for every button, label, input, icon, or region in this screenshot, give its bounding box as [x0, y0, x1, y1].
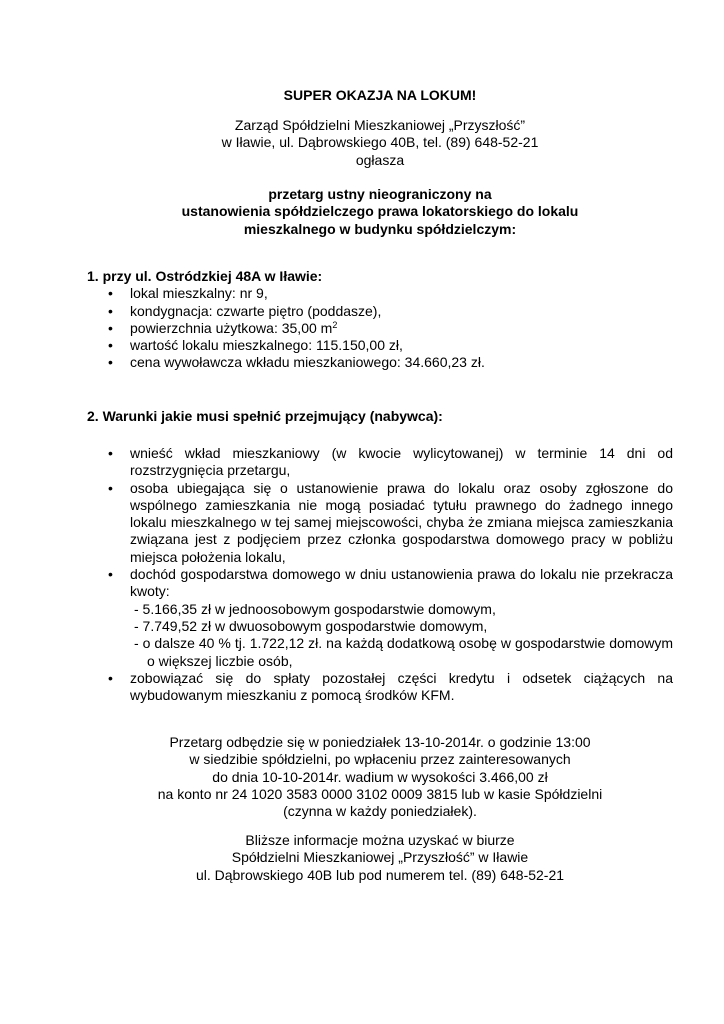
income-limit: - 7.749,52 zł w dwuosobowym gospodarstwie domowym, — [134, 617, 488, 634]
area-superscript: 2 — [332, 319, 338, 330]
document-title: SUPER OKAZJA NA LOKUM! — [283, 87, 477, 103]
organisation-name: Zarząd Spółdzielni Mieszkaniowej „Przyszłość” — [234, 117, 526, 133]
bullet-icon: • — [108, 566, 113, 583]
contact-line-3: ul. Dąbrowskiego 40B lub pod numerem tel. (89) 648-52-21 — [195, 866, 565, 883]
auction-date: Przetarg odbędzie się w poniedziałek 13-10-2014r. o godzinie 13:00 — [169, 734, 591, 750]
list-item: • wartość lokalu mieszkalnego: 115.150,00 zł, — [108, 337, 403, 354]
tender-line-2: ustanowienia spółdzielczego prawa lokatorskiego do lokalu — [181, 203, 579, 220]
bank-account: na konto nr 24 1020 3583 0000 3102 0009 3815 lub w kasie Spółdzielni — [157, 785, 603, 802]
contact-info — [60, 832, 700, 884]
organisation-address: w Iławie, ul. Dąbrowskiego 40B, tel. (89) 648-52-21 — [221, 134, 539, 151]
section-2-list — [87, 445, 673, 704]
bullet-icon: • — [108, 669, 113, 686]
bullet-icon: • — [108, 285, 113, 302]
list-item: • dochód gospodarstwa domowego w dniu ustanowienia prawa do lokalu nie przekracza kwoty: - 5.166,35 zł w jednoosobowym gospodarstwie domowym, - 7.749,52 zł w dwuosobowym gospodarstwie domowym, - o dalsze 40 % tj. 1.722,12 zł. na każdą dodatkową osobę w gospodarstwie domowym o większej liczbie osób, — [87, 566, 673, 670]
bullet-icon: • — [108, 354, 113, 371]
tender-heading — [80, 186, 680, 238]
contact-line-2: Spółdzielni Mieszkaniowej „Przyszłość” w Iławie — [231, 849, 529, 866]
bullet-icon: • — [108, 479, 113, 496]
auction-place: w siedzibie spółdzielni, po wpłaceniu przez zainteresowanych — [189, 751, 571, 768]
income-limit: - o dalsze 40 % tj. 1.722,12 zł. na każdą dodatkową osobę w gospodarstwie domowym o większej liczbie osób, — [134, 635, 673, 669]
income-limit: - 5.166,35 zł w jednoosobowym gospodarstwie domowym, — [134, 600, 496, 617]
section-2-heading: 2. Warunki jakie musi spełnić przejmujący (nabywca): — [87, 408, 443, 424]
list-item: • powierzchnia użytkowa: 35,00 $m^2$ — [108, 319, 338, 336]
contact-line-1: Bliższe informacje można uzyskać w biurze — [245, 832, 515, 848]
list-item: • cena wywoławcza wkładu mieszkaniowego: 34.660,23 zł. — [108, 354, 485, 371]
section-1-list — [87, 285, 673, 371]
tender-line-3: mieszkalnego w budynku spółdzielczym: — [243, 220, 517, 237]
list-item: • lokal mieszkalny: nr 9, — [108, 285, 268, 302]
list-item: • osoba ubiegająca się o ustanowienie prawa do lokalu oraz osoby zgłoszone do wspólnego zamieszkania nie mogą posiadać tytułu prawnego do żadnego innego lokalu mieszkalnego w tej samej miejscowości, chyba że zmiana miejsca zamieszkania związana jest z podjęciem przez członka gospodarstwa domowego pracy w pobliżu miejsca położenia lokalu, — [108, 479, 673, 565]
list-item: • zobowiązać się do spłaty pozostałej części kredytu i odsetek ciążących na wybudowanym mieszkaniu z pomocą środków KFM. — [108, 669, 673, 704]
bullet-icon: • — [108, 337, 113, 354]
list-item: • kondygnacja: czwarte piętro (poddasze), — [108, 302, 382, 319]
auction-info — [60, 734, 700, 820]
announces-label: ogłasza — [355, 151, 405, 168]
list-item: • wnieść wkład mieszkaniowy (w kwocie wylicytowanej) w terminie 14 dni od rozstrzygnięcia przetargu, — [108, 445, 673, 479]
section-1-heading: 1. przy ul. Ostródzkiej 48A w Iławie: — [87, 268, 323, 284]
tender-line-1: przetarg ustny nieograniczony na — [268, 186, 492, 202]
bullet-icon: • — [108, 319, 113, 336]
auction-deposit: do dnia 10-10-2014r. wadium w wysokości 3.466,00 zł — [212, 768, 548, 785]
section-1 — [87, 268, 673, 372]
bullet-icon: • — [108, 445, 113, 461]
organisation-block — [80, 117, 680, 169]
bullet-icon: • — [108, 302, 113, 319]
office-hours: (czynna w każdy poniedziałek). — [283, 803, 477, 820]
